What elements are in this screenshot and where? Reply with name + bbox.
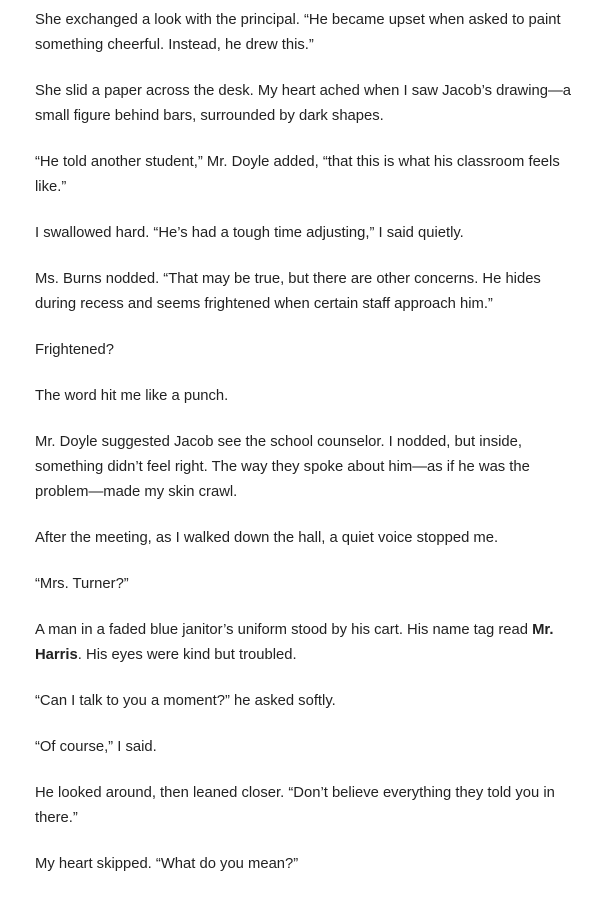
paragraph: “Mrs. Turner?” [35,576,129,592]
paragraph-with-name-tag [35,618,580,668]
paragraph: I swallowed hard. “He’s had a tough time adjusting,” I said quietly. [35,225,464,241]
paragraph: My heart skipped. “What do you mean?” [35,856,299,872]
paragraph-text-after: . His eyes were kind but troubled. [77,647,297,663]
paragraph: He looked around, then leaned closer. “Don’t believe everything they told you in there.” [35,785,555,826]
paragraph: After the meeting, as I walked down the hall, a quiet voice stopped me. [35,530,499,546]
name-tag-text: Mr. Harris [35,622,554,663]
paragraph: “He told another student,” Mr. Doyle added, “that this is what his classroom feels like.” [35,154,560,195]
paragraph: She exchanged a look with the principal. “He became upset when asked to paint something cheerful. Instead, he drew this.” [35,12,561,53]
paragraph: “Can I talk to you a moment?” he asked softly. [35,693,336,709]
paragraph: She slid a paper across the desk. My heart ached when I saw Jacob’s drawing—a small figure behind bars, surrounded by dark shapes. [35,83,571,124]
paragraph: “Of course,” I said. [35,739,157,755]
paragraph: Ms. Burns nodded. “That may be true, but there are other concerns. He hides during recess and seems frightened when certain staff approach him.” [35,271,541,312]
paragraph: Mr. Doyle suggested Jacob see the school counselor. I nodded, but inside, something didn’t feel right. The way they spoke about him—as if he was the problem—made my skin crawl. [35,434,530,500]
paragraph: Frightened? [35,342,114,358]
paragraph-text-before: A man in a faded blue janitor’s uniform stood by his cart. His name tag read [35,622,533,638]
paragraph: The word hit me like a punch. [35,388,229,404]
story-article [35,8,580,898]
